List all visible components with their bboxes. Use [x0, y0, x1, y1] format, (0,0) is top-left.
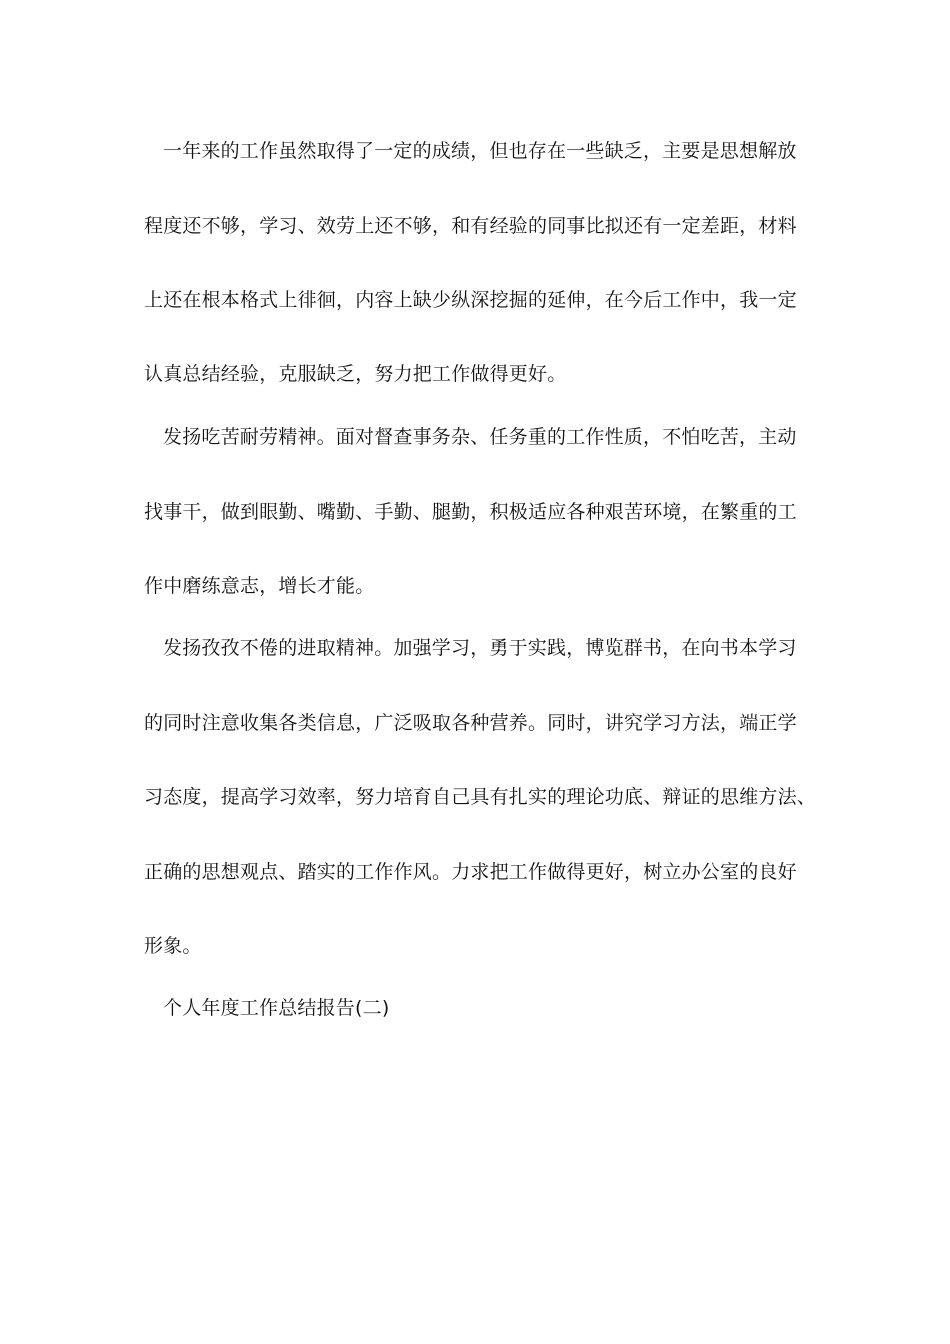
text-line: 的同时注意收集各类信息，广泛吸取各种营养。同时，讲究学习方法，端正学 [144, 712, 797, 734]
text-line: 上还在根本格式上徘徊，内容上缺少纵深挖掘的延伸，在今后工作中，我一定 [144, 289, 797, 311]
text-line: 发扬吃苦耐劳精神。面对督查事务杂、任务重的工作性质，不怕吃苦，主动 [163, 426, 797, 448]
text-line: 一年来的工作虽然取得了一定的成绩，但也存在一些缺乏，主要是思想解放 [163, 140, 797, 162]
text-line: 作中磨练意志，增长才能。 [144, 575, 375, 597]
text-line: 习态度，提高学习效率，努力培育自己具有扎实的理论功底、辩证的思维方法、 [144, 786, 817, 808]
section-heading: 个人年度工作总结报告(二) [163, 997, 390, 1019]
text-line: 发扬孜孜不倦的进取精神。加强学习，勇于实践，博览群书，在向书本学习 [163, 637, 797, 659]
text-line: 正确的思想观点、踏实的工作作风。力求把工作做得更好，树立办公室的良好 [144, 861, 797, 883]
text-line: 找事干，做到眼勤、嘴勤、手勤、腿勤，积极适应各种艰苦环境，在繁重的工 [144, 501, 797, 523]
text-line: 形象。 [144, 935, 202, 957]
text-line: 程度还不够，学习、效劳上还不够，和有经验的同事比拟还有一定差距，材料 [144, 215, 797, 237]
text-line: 认真总结经验，克服缺乏，努力把工作做得更好。 [144, 363, 567, 385]
